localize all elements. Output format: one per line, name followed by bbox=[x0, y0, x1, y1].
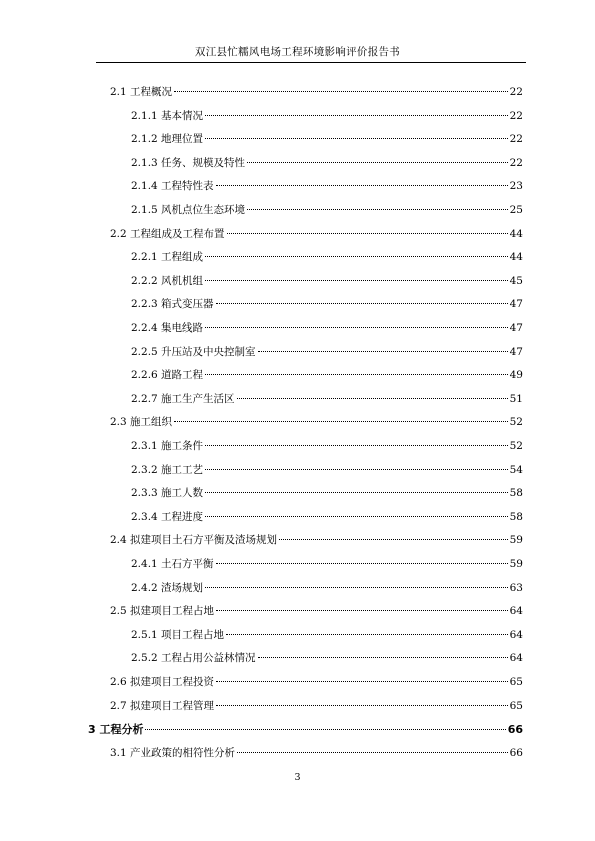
toc-row[interactable] bbox=[131, 320, 523, 340]
toc-row[interactable] bbox=[131, 509, 523, 529]
toc-row[interactable] bbox=[131, 556, 523, 576]
toc-leader bbox=[205, 115, 508, 116]
toc-row[interactable] bbox=[110, 532, 523, 552]
toc-page: 65 bbox=[509, 676, 523, 688]
toc-leader bbox=[216, 563, 508, 564]
toc-leader bbox=[258, 351, 508, 352]
toc-leader bbox=[247, 162, 508, 163]
toc-row[interactable] bbox=[131, 249, 523, 269]
toc-row[interactable] bbox=[110, 226, 523, 246]
toc-row[interactable] bbox=[110, 84, 523, 104]
toc-page: 66 bbox=[507, 723, 523, 737]
toc-row[interactable] bbox=[110, 603, 523, 623]
toc-leader bbox=[226, 634, 508, 635]
toc-leader bbox=[216, 185, 508, 186]
toc-label: 3 工程分析 bbox=[88, 723, 144, 737]
toc-leader bbox=[227, 233, 508, 234]
toc-page: 63 bbox=[509, 581, 523, 594]
toc-row[interactable] bbox=[110, 698, 523, 718]
toc-row[interactable] bbox=[131, 485, 523, 505]
document-header: 双江县忙糯风电场工程环境影响评价报告书 bbox=[194, 46, 401, 58]
toc-page: 59 bbox=[509, 558, 523, 570]
toc-leader bbox=[279, 539, 508, 540]
toc-row[interactable] bbox=[131, 627, 523, 647]
toc-row[interactable] bbox=[131, 108, 523, 128]
toc-label: 2.3.4 工程进度 bbox=[131, 510, 204, 523]
toc-row[interactable] bbox=[131, 438, 523, 458]
toc-row[interactable] bbox=[131, 296, 523, 316]
toc-row[interactable] bbox=[131, 178, 523, 198]
page-number: 3 bbox=[294, 772, 301, 783]
toc-label: 2.1.5 风机点位生态环境 bbox=[131, 204, 246, 216]
toc-page: 54 bbox=[509, 463, 523, 476]
toc-leader bbox=[174, 91, 508, 92]
toc-label: 2.4.1 土石方平衡 bbox=[131, 558, 214, 570]
toc-label: 2.2.4 集电线路 bbox=[131, 322, 204, 334]
toc-leader bbox=[205, 138, 508, 139]
toc-leader bbox=[205, 469, 508, 470]
toc-page: 22 bbox=[509, 156, 523, 169]
toc-label: 2.5.2 工程占用公益林情况 bbox=[131, 652, 256, 665]
toc-row[interactable] bbox=[110, 414, 523, 434]
toc-leader bbox=[205, 587, 508, 588]
toc-row[interactable] bbox=[131, 131, 523, 151]
toc-leader bbox=[237, 752, 508, 753]
toc-label: 2.1.2 地理位置 bbox=[131, 133, 204, 146]
toc-leader bbox=[216, 705, 508, 706]
toc-label: 2.7 拟建项目工程管理 bbox=[110, 699, 215, 712]
toc-row[interactable] bbox=[88, 721, 523, 741]
toc-leader bbox=[205, 445, 508, 446]
toc-row[interactable] bbox=[131, 580, 523, 600]
toc-page: 64 bbox=[509, 652, 523, 665]
toc-page: 64 bbox=[509, 628, 523, 641]
toc-leader bbox=[145, 729, 505, 730]
toc-label: 2.5 拟建项目工程占地 bbox=[110, 605, 215, 618]
toc-page: 59 bbox=[509, 534, 523, 547]
toc-page: 47 bbox=[509, 345, 523, 358]
toc-label: 2.4.2 渣场规划 bbox=[131, 581, 204, 594]
toc-row[interactable] bbox=[131, 273, 523, 293]
toc-label: 2.4 拟建项目土石方平衡及渣场规划 bbox=[110, 534, 278, 547]
toc-row[interactable] bbox=[110, 674, 523, 694]
toc-label: 2.5.1 项目工程占地 bbox=[131, 628, 225, 641]
toc-page: 47 bbox=[509, 298, 523, 311]
toc-leader bbox=[205, 327, 508, 328]
toc-page: 52 bbox=[509, 440, 523, 452]
toc-leader bbox=[237, 398, 508, 399]
toc-row[interactable] bbox=[110, 745, 523, 765]
toc-leader bbox=[205, 516, 508, 517]
toc-page: 51 bbox=[509, 392, 523, 405]
toc-leader bbox=[216, 303, 508, 304]
toc-leader bbox=[205, 256, 508, 257]
toc-page: 22 bbox=[509, 86, 523, 98]
toc-page: 64 bbox=[509, 605, 523, 618]
toc-label: 3.1 产业政策的相符性分析 bbox=[110, 746, 236, 759]
toc-label: 2.2.7 施工生产生活区 bbox=[131, 392, 235, 405]
toc-page: 44 bbox=[509, 227, 523, 240]
toc-page: 45 bbox=[509, 274, 523, 287]
toc-page: 23 bbox=[509, 180, 523, 193]
toc-page: 22 bbox=[509, 109, 523, 122]
toc-label: 2.2 工程组成及工程布置 bbox=[110, 227, 225, 240]
toc-page: 65 bbox=[509, 699, 523, 712]
toc-row[interactable] bbox=[131, 650, 523, 670]
toc-leader bbox=[216, 610, 508, 611]
toc-label: 2.2.6 道路工程 bbox=[131, 369, 204, 382]
toc-row[interactable] bbox=[131, 391, 523, 411]
toc-label: 2.2.2 风机机组 bbox=[131, 274, 204, 287]
toc-leader bbox=[205, 374, 508, 375]
toc-leader bbox=[205, 280, 508, 281]
toc-label: 2.3 施工组织 bbox=[110, 416, 173, 429]
toc-leader bbox=[205, 492, 508, 493]
toc-row[interactable] bbox=[131, 462, 523, 482]
toc-label: 2.3.1 施工条件 bbox=[131, 440, 204, 452]
toc-leader bbox=[174, 421, 508, 422]
toc-page: 58 bbox=[509, 510, 523, 523]
toc-label: 2.1.4 工程特性表 bbox=[131, 180, 214, 193]
toc-page: 47 bbox=[509, 322, 523, 334]
toc-label: 2.6 拟建项目工程投资 bbox=[110, 676, 215, 688]
toc-label: 2.1.1 基本情况 bbox=[131, 109, 204, 122]
toc-label: 2.2.1 工程组成 bbox=[131, 251, 204, 264]
toc-label: 2.1.3 任务、规模及特性 bbox=[131, 156, 246, 169]
toc-page: 58 bbox=[509, 487, 523, 500]
toc-page: 66 bbox=[509, 746, 523, 759]
toc-leader bbox=[216, 681, 508, 682]
toc-leader bbox=[258, 657, 508, 658]
toc-label: 2.2.5 升压站及中央控制室 bbox=[131, 345, 256, 358]
toc-row[interactable] bbox=[131, 202, 523, 222]
toc-label: 2.3.3 施工人数 bbox=[131, 487, 204, 500]
toc-page: 49 bbox=[509, 369, 523, 382]
toc-label: 2.2.3 箱式变压器 bbox=[131, 298, 214, 311]
toc-page: 52 bbox=[509, 416, 523, 429]
toc-leader bbox=[247, 209, 508, 210]
header-rule bbox=[96, 62, 526, 63]
toc-row[interactable] bbox=[131, 367, 523, 387]
toc-label: 2.3.2 施工工艺 bbox=[131, 463, 204, 476]
toc-row[interactable] bbox=[131, 155, 523, 175]
toc-label: 2.1 工程概况 bbox=[110, 86, 173, 98]
toc-row[interactable] bbox=[131, 344, 523, 364]
toc-page: 25 bbox=[509, 204, 523, 216]
toc-page: 22 bbox=[509, 133, 523, 146]
toc-page: 44 bbox=[509, 251, 523, 264]
